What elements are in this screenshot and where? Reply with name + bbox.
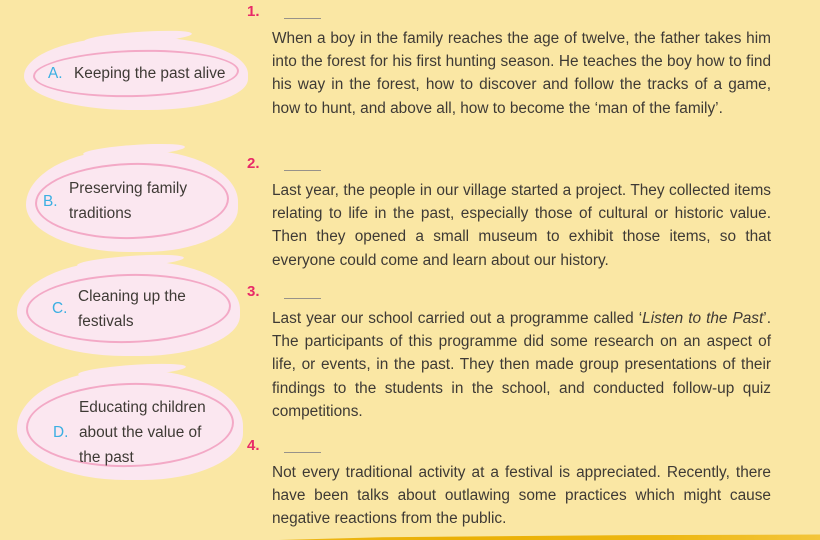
question-1-number: 1.	[247, 3, 260, 20]
paragraph-text-italic: Listen to the Past	[642, 310, 764, 327]
option-c-text: Cleaning up the festivals	[78, 287, 186, 330]
paragraph-text: Not every traditional activity at a festival is appreciated. Recently, there have been talks about outlawing some practices which might cause negative reactions from the public.	[272, 464, 771, 528]
answer-blank-4[interactable]	[284, 438, 321, 453]
question-3-paragraph	[272, 307, 771, 423]
question-1-paragraph	[272, 27, 771, 120]
option-a-letter: A.	[48, 65, 63, 82]
answer-blank-2[interactable]	[284, 156, 321, 171]
question-4-paragraph	[272, 461, 771, 531]
option-bubble-d[interactable]	[17, 370, 243, 480]
option-d-text: Educating children about the value of the past	[79, 398, 206, 466]
question-2-paragraph	[272, 179, 771, 272]
option-c-content	[17, 261, 240, 356]
option-d-letter: D.	[53, 423, 69, 441]
option-bubble-b[interactable]	[26, 150, 238, 252]
question-4-number: 4.	[247, 437, 260, 454]
option-b-content	[26, 150, 238, 252]
option-bubble-a[interactable]	[24, 37, 248, 110]
question-2	[245, 154, 777, 272]
option-b-letter: B.	[43, 192, 58, 210]
option-bubble-c[interactable]	[17, 261, 240, 356]
paragraph-text: When a boy in the family reaches the age of twelve, the father takes him into the forest for his first hunting season. He teaches the boy how to find his way in the forest, how to discover and follow the tracks of a game, how to hunt, and above all, how to become the ‘man of the family’.	[272, 30, 771, 117]
answer-blank-1[interactable]	[284, 4, 321, 19]
option-c-letter: C.	[52, 300, 68, 317]
question-4-header	[245, 436, 777, 454]
answer-blank-3[interactable]	[284, 284, 321, 299]
question-3-number: 3.	[247, 283, 260, 300]
question-3	[245, 282, 777, 423]
question-1-header	[245, 2, 777, 20]
question-1	[245, 2, 777, 120]
option-a-text: Keeping the past alive	[74, 65, 226, 82]
question-3-header	[245, 282, 777, 300]
question-4	[245, 436, 777, 531]
option-b-text: Preserving family traditions	[69, 180, 188, 222]
paragraph-text: Last year, the people in our village started a project. They collected items relating to life in the past, especially those of cultural or historic value. Then they opened a small museum to exhibit those items, so that everyone could come and learn about our history.	[272, 182, 771, 269]
option-d-content	[17, 370, 243, 480]
question-2-header	[245, 154, 777, 172]
paragraph-text: Last year our school carried out a programme called ‘	[272, 310, 643, 327]
page-edge-strip	[0, 533, 820, 540]
option-a-content	[24, 37, 248, 110]
paragraph-text: ’. The participants of this programme did some research on an aspect of life, or events, in the past. They then made group presentations of their findings to the students in the school, and conducted follow-up quiz competitions.	[272, 310, 771, 420]
question-2-number: 2.	[247, 155, 260, 172]
